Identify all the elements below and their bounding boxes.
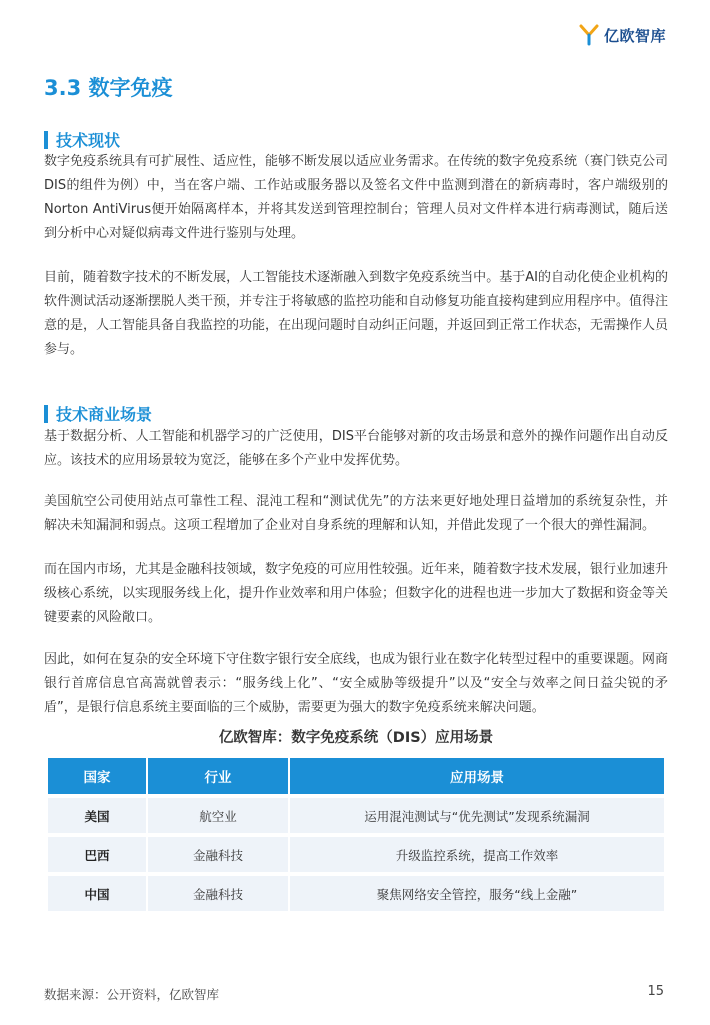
column-header-scenario: 应用场景 xyxy=(290,758,664,794)
paragraph-tech-status-1: 数字免疫系统具有可扩展性、适应性，能够不断发展以适应业务需求。在传统的数字免疫系统（赛门铁克公司DIS的组件为例）中，当在客户端、工作站或服务器以及签名文件中监测到潜在的新病毒时，客户端级别的Norton AntiVirus便开始隔离样本，并将其发送到管理控制台；管理人员对文件样本进行病毒测试，随后送到分析中心对疑似病毒文件进行鉴别与处理。 xyxy=(44,154,669,241)
table-header-row xyxy=(48,758,664,794)
table-title: 亿欧智库：数字免疫系统（DIS）应用场景 xyxy=(218,730,494,746)
cell-country: 巴西 xyxy=(48,835,148,872)
paragraph-scenarios-1: 基于数据分析、人工智能和机器学习的广泛使用，DIS平台能够对新的攻击场景和意外的操作问题作出自动反应。该技术的应用场景较为宽泛，能够在多个产业中发挥优势。 xyxy=(44,429,668,468)
paragraph-scenarios-3: 而在国内市场，尤其是金融科技领域，数字免疫的可应用性较强。近年来，随着数字技术发展，银行业加速升级核心系统，以实现服务线上化，提升作业效率和用户体验；但数字化的进程也进一步加大了数据和资金等关键要素的风险敞口。 xyxy=(44,562,669,625)
paragraph-tech-status-2: 目前，随着数字技术的不断发展，人工智能技术逐渐融入到数字免疫系统当中。基于AI的自动化使企业机构的软件测试活动逐渐摆脱人类干预，并专注于将敏感的监控功能和自动修复功能直接构建到应用程序中。值得注意的是，人工智能具备自我监控的功能，在出现问题时自动纠正问题，并返回到正常工作状态，无需操作人员参与。 xyxy=(44,270,669,357)
cell-country: 中国 xyxy=(48,874,148,911)
table-row xyxy=(48,796,664,833)
table-row xyxy=(48,835,664,872)
logo-text: 亿欧智库 xyxy=(603,26,666,45)
cell-industry: 航空业 xyxy=(148,796,290,833)
column-header-country: 国家 xyxy=(48,758,148,794)
column-header-industry: 行业 xyxy=(148,758,290,794)
heading-accent-bar xyxy=(44,405,48,423)
heading-accent-bar xyxy=(44,131,48,149)
cell-scenario: 升级监控系统，提高工作效率 xyxy=(290,835,664,872)
paragraph-scenarios-2: 美国航空公司使用站点可靠性工程、混沌工程和“测试优先”的方法来更好地处理日益增加的系统复杂性，并解决未知漏洞和弱点。这项工程增加了企业对自身系统的理解和认知，并借此发现了一个很大的弹性漏洞。 xyxy=(44,494,668,533)
heading-text: 技术现状 xyxy=(56,131,121,150)
data-source-note: 数据来源：公开资料，亿欧智库 xyxy=(44,987,220,1002)
cell-country: 美国 xyxy=(48,796,148,833)
yiou-logo-icon xyxy=(579,24,599,46)
heading-business-scenarios xyxy=(44,402,152,425)
heading-tech-status xyxy=(44,128,120,151)
paragraph-scenarios-4: 因此，如何在复杂的安全环境下守住数字银行安全底线，也成为银行业在数字化转型过程中的重要课题。网商银行首席信息官高嵩就曾表示：“服务线上化”、“安全威胁等级提升”以及“安全与效率之间日益尖锐的矛盾”，是银行信息系统主要面临的三个威胁，需要更为强大的数字免疫系统来解决问题。 xyxy=(44,652,669,715)
cell-scenario: 聚焦网络安全管控，服务“线上金融” xyxy=(290,874,664,911)
table-row xyxy=(48,874,664,911)
cell-industry: 金融科技 xyxy=(148,835,290,872)
dis-scenario-table xyxy=(48,756,664,913)
brand-logo xyxy=(579,24,666,46)
cell-scenario: 运用混沌测试与“优先测试”发现系统漏洞 xyxy=(290,796,664,833)
section-title: 3.3 数字免疫 xyxy=(44,76,173,100)
page-number: 15 xyxy=(647,984,664,999)
cell-industry: 金融科技 xyxy=(148,874,290,911)
heading-text: 技术商业场景 xyxy=(56,405,153,424)
